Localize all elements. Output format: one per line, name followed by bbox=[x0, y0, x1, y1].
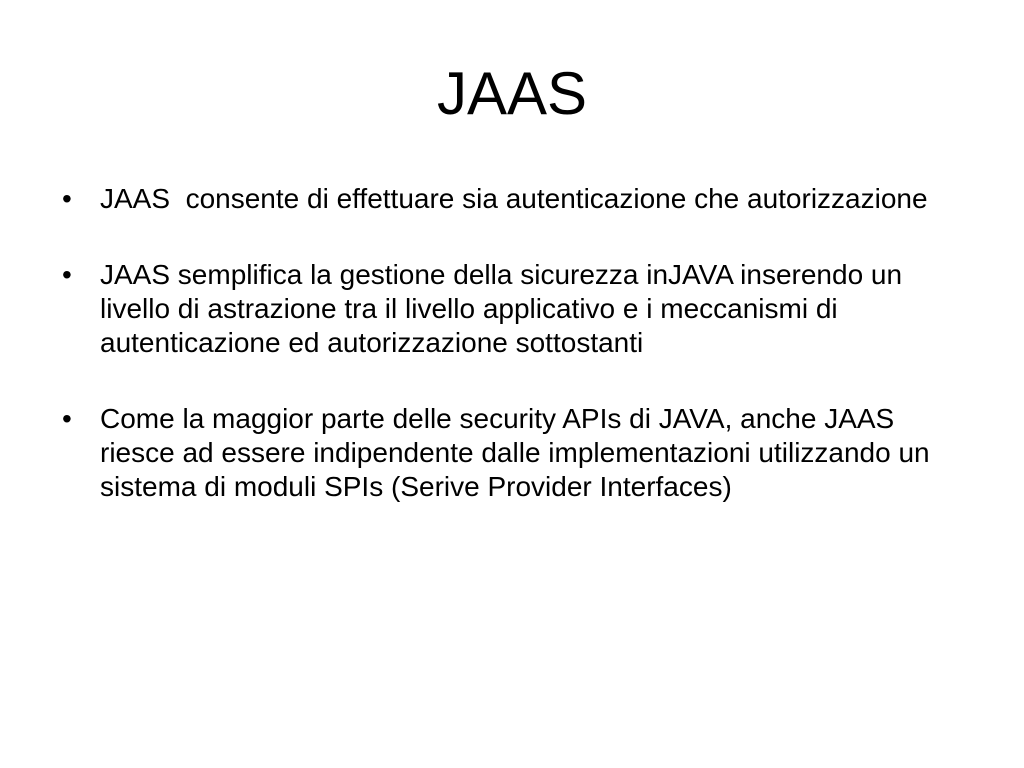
bullet-text: JAAS semplifica la gestione della sicurezza inJAVA inserendo un livello di astrazione tra il livello applicativo e i meccanismi di autenticazione ed autorizzazione sottostanti bbox=[100, 259, 910, 358]
bullet-item bbox=[60, 258, 960, 360]
slide-title: JAAS bbox=[436, 60, 588, 127]
bullet-item bbox=[60, 402, 960, 504]
bullet-icon: • bbox=[62, 183, 72, 214]
bullet-text: JAAS consente di effettuare sia autenticazione che autorizzazione bbox=[100, 183, 928, 214]
bullet-list bbox=[60, 182, 960, 546]
bullet-icon: • bbox=[62, 403, 72, 434]
bullet-icon: • bbox=[62, 259, 72, 290]
bullet-text: Come la maggior parte delle security APIs di JAVA, anche JAAS riesce ad essere indipendente dalle implementazioni utilizzando un sistema di moduli SPIs (Serive Provider Interfaces) bbox=[100, 403, 938, 502]
bullet-item bbox=[60, 182, 960, 216]
